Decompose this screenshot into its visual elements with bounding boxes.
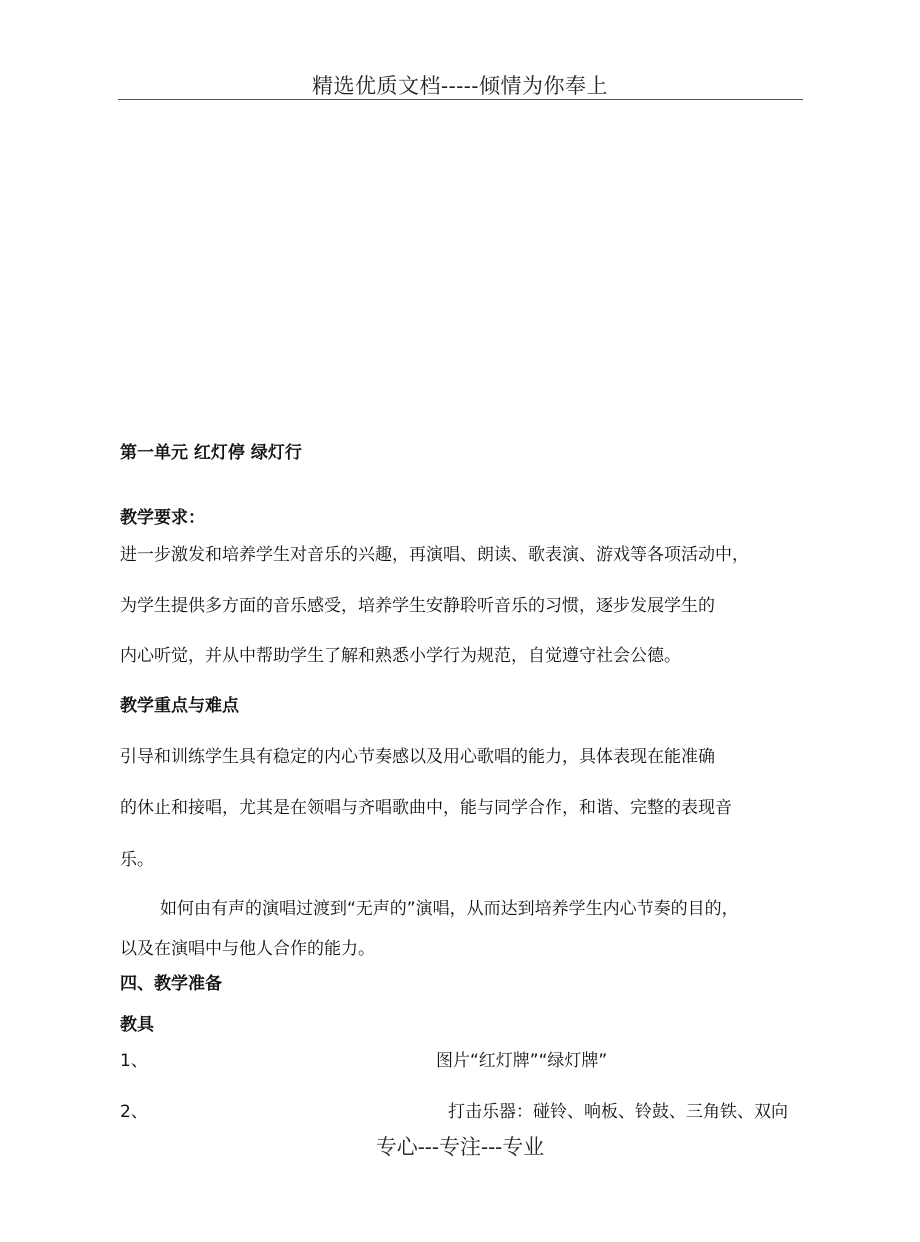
key-points-line: 引导和训练学生具有稳定的内心节奏感以及用心歌唱的能力，具体表现在能准确	[120, 747, 715, 767]
page-footer-text: 专心---专注---专业	[375, 1135, 545, 1159]
key-points-line: 的休止和接唱，尤其是在领唱与齐唱歌曲中，能与同学合作，和谐、完整的表现音	[120, 798, 732, 818]
key-points-paragraph-line: 如何由有声的演唱过渡到“无声的”演唱，从而达到培养学生内心节奏的目的，	[160, 899, 739, 919]
preparation-item-text: 打击乐器：碰铃、响板、铃鼓、三角铁、双向	[448, 1102, 788, 1122]
key-points-paragraph-line: 以及在演唱中与他人合作的能力。	[120, 939, 375, 959]
requirements-line: 进一步激发和培养学生对音乐的兴趣，再演唱、朗读、歌表演、游戏等各项活动中，	[120, 545, 749, 565]
unit-title: 第一单元 红灯停 绿灯行	[120, 443, 302, 463]
requirements-heading: 教学要求：	[120, 508, 205, 528]
header-divider	[118, 99, 803, 100]
key-points-line: 乐。	[120, 850, 154, 870]
page-header-title: 精选优质文档-----倾情为你奉上	[312, 74, 608, 98]
preparation-subheading: 教具	[120, 1015, 154, 1035]
preparation-item-number: 2、	[120, 1102, 148, 1122]
requirements-line: 为学生提供多方面的音乐感受，培养学生安静聆听音乐的习惯，逐步发展学生的	[120, 596, 715, 616]
requirements-line: 内心听觉，并从中帮助学生了解和熟悉小学行为规范，自觉遵守社会公德。	[120, 646, 681, 666]
key-points-heading: 教学重点与难点	[120, 696, 239, 716]
preparation-item-text: 图片“红灯牌”“绿灯牌”	[436, 1051, 608, 1071]
preparation-item-number: 1、	[120, 1051, 148, 1071]
preparation-heading: 四、教学准备	[120, 974, 222, 994]
